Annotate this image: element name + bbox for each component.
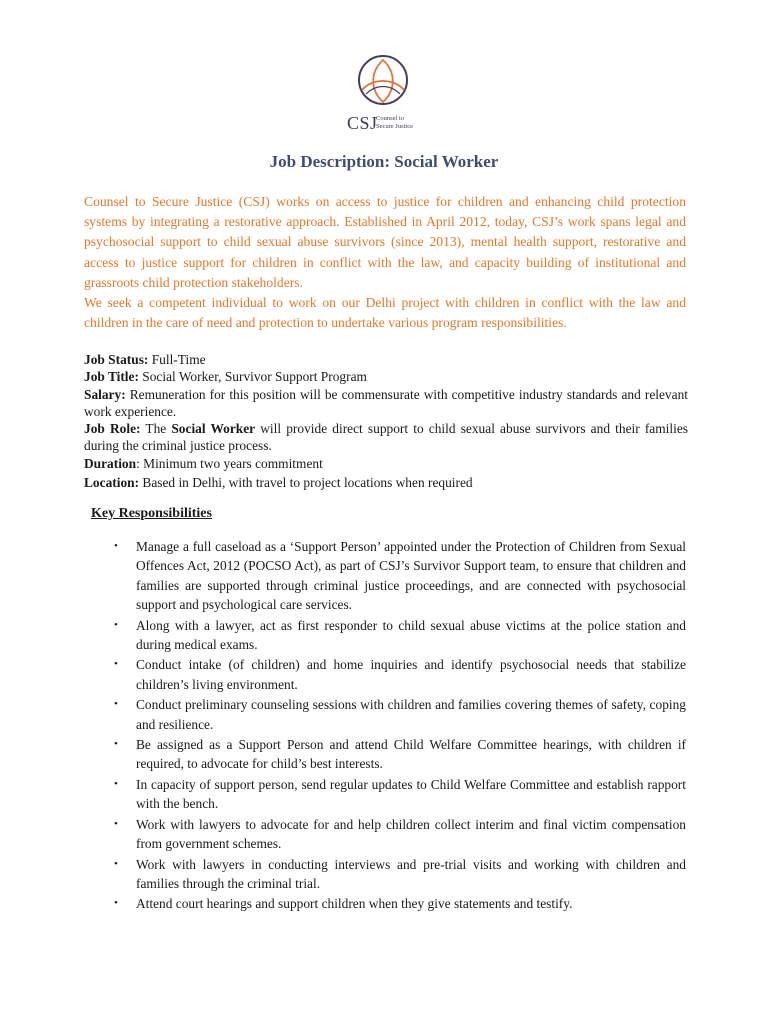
list-item-text: Attend court hearings and support children when they give statements and testify.: [136, 896, 573, 912]
bullet-icon: •: [114, 618, 118, 631]
location-field: [84, 474, 688, 491]
logo-wordmark: [347, 113, 437, 135]
bullet-icon: •: [114, 698, 118, 711]
logo-mark-text: CSJ: [347, 113, 378, 133]
list-item: [112, 616, 686, 655]
duration-label: Duration: [84, 455, 137, 471]
job-status-field: [84, 351, 688, 368]
list-item-text: Conduct preliminary counseling sessions with children and families covering themes of safety, coping and resilience.: [136, 697, 686, 732]
job-role-bold: Social Worker: [171, 421, 256, 437]
job-role-pre: The: [140, 421, 172, 437]
bullet-icon: •: [114, 897, 118, 910]
bullet-icon: •: [114, 658, 118, 671]
list-item: [112, 655, 686, 694]
list-item: [112, 775, 686, 814]
responsibilities-list: [112, 537, 686, 915]
bullet-icon: •: [114, 777, 118, 790]
list-item-text: Conduct intake (of children) and home inquiries and identify psychosocial needs that stabilize children’s living environment.: [136, 657, 686, 692]
logo-subtitle: Counsel to Secure Justice: [376, 115, 414, 130]
list-item: [112, 695, 686, 734]
location-value: Based in Delhi, with travel to project locations when required: [139, 475, 473, 491]
job-status-label: Job Status:: [84, 352, 149, 367]
job-role-field: [84, 420, 688, 455]
job-role-value: will provide direct support to child sexual abuse survivors and their families during the criminal justice process.: [84, 421, 688, 454]
list-item: [112, 735, 686, 774]
salary-field: [84, 386, 688, 421]
key-responsibilities-heading: Key Responsibilities: [91, 506, 212, 521]
list-item: [112, 815, 686, 854]
bullet-icon: •: [114, 738, 118, 751]
job-title-field: [84, 368, 688, 385]
intro-paragraph-2: We seek a competent individual to work on our Delhi project with children in conflict with the law and children in the care of need and protection to undertake various program responsibilities.: [84, 295, 686, 331]
list-item-text: Be assigned as a Support Person and attend Child Welfare Committee hearings, with children if required, to advocate for child’s best interests.: [136, 737, 686, 772]
list-item-text: Work with lawyers to advocate for and help children collect interim and final victim compensation from government schemes.: [136, 816, 686, 852]
bullet-icon: •: [114, 817, 118, 830]
job-details: [84, 351, 688, 491]
salary-value: Remuneration for this position will be commensurate with competitive industry standards and relevant work experience.: [84, 386, 688, 419]
list-item-text: Work with lawyers in conducting interviews and pre-trial visits and working with children and families through the criminal trial.: [136, 856, 686, 891]
duration-value: : Minimum two years commitment: [136, 455, 323, 471]
bullet-icon: •: [114, 857, 118, 870]
list-item-text: In capacity of support person, send regular updates to Child Welfare Committee and establish rapport with the bench.: [136, 776, 686, 812]
list-item-text: Along with a lawyer, act as first responder to child sexual abuse victims at the police station and during medical exams.: [136, 617, 686, 653]
list-item: [112, 855, 686, 894]
list-item: [112, 894, 686, 913]
job-title-value: Social Worker, Survivor Support Program: [138, 369, 367, 385]
location-label: Location:: [84, 475, 140, 491]
list-item: [112, 537, 686, 615]
page-title: Job Description: Social Worker: [269, 152, 499, 171]
bullet-icon: •: [114, 540, 118, 552]
duration-field: [84, 455, 688, 472]
job-title-label: Job Title:: [84, 369, 139, 385]
intro-paragraph-1: Counsel to Secure Justice (CSJ) works on access to justice for children and enhancing child protection systems by integrating a restorative approach. Established in April 2012, today, CSJ’s work spans legal and psychosocial support to child sexual abuse survivors (since 2013), mental health support, restorative and access to justice support for children in conflict with the law, and capacity building of institutional and grassroots child protection stakeholders.: [84, 194, 686, 290]
salary-label: Salary:: [84, 386, 126, 402]
intro-section: [84, 192, 686, 333]
job-status-value: Full-Time: [148, 352, 206, 367]
list-item-text: Manage a full caseload as a ‘Support Person’ appointed under the Protection of Children from Sexual Offences Act, 2012 (POCSO Act), as part of CSJ’s Survivor Support team, to ensure that children and families are supported through criminal justice proceedings, and are connected with psychosocial support and psychological care services.: [136, 539, 686, 613]
job-role-label: Job Role:: [84, 421, 141, 437]
